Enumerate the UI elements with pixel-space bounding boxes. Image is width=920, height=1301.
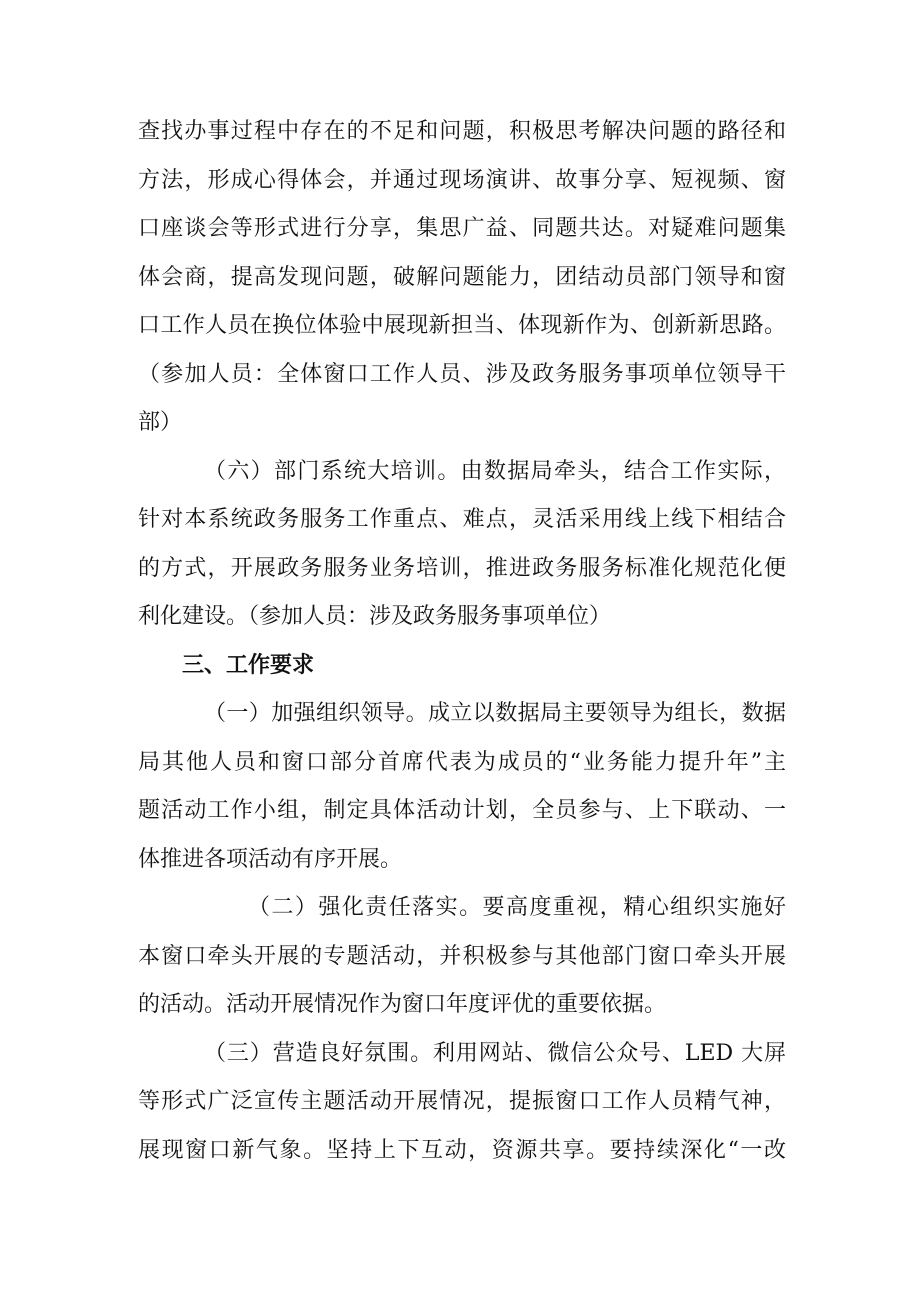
paragraph-start: （六）部门系统大培训。由数据局牵头，结合工作实际， [204, 458, 786, 484]
text-line: 针对本系统政务服务工作重点、难点，灵活采用线上线下相结合 [138, 507, 786, 532]
text-line: 题活动工作小组，制定具体活动计划，全员参与、上下联动、一 [138, 798, 786, 823]
text-line: 口座谈会等形式进行分享，集思广益、同题共达。对疑难问题集 [138, 216, 786, 241]
text-line: 局其他人员和窗口部分首席代表为成员的“业务能力提升年”主 [138, 749, 786, 775]
text-line: 方法，形成心得体会，并通过现场演讲、故事分享、短视频、窗 [138, 167, 786, 193]
text-line: （参加人员：全体窗口工作人员、涉及政务服务事项单位领导干 [138, 361, 786, 387]
text-line: 本窗口牵头开展的专题活动，并积极参与其他部门窗口牵头开展 [138, 943, 786, 969]
text-line: 展现窗口新气象。坚持上下互动，资源共享。要持续深化“一改 [138, 1137, 786, 1163]
text-line: 体推进各项活动有序开展。 [138, 846, 403, 872]
paragraph-start: （二）强化责任落实。要高度重视，精心组织实施好 [248, 895, 786, 920]
text-line: 的方式，开展政务服务业务培训，推进政务服务标准化规范化便 [138, 555, 786, 581]
paragraph-start: （三）营造良好氛围。利用网站、微信公众号、LED 大屏 [204, 1040, 786, 1066]
text-line: 等形式广泛宣传主题活动开展情况，提振窗口工作人员精气神， [138, 1089, 786, 1114]
text-line: 的活动。活动开展情况作为窗口年度评优的重要依据。 [138, 992, 667, 1017]
document-body [138, 108, 786, 1175]
section-heading: 三、工作要求 [182, 652, 315, 678]
text-line: 口工作人员在换位体验中展现新担当、体现新作为、创新新思路。 [138, 313, 786, 338]
text-line: 查找办事过程中存在的不足和问题，积极思考解决问题的路径和 [138, 119, 786, 144]
paragraph-start: （一）加强组织领导。成立以数据局主要领导为组长，数据 [204, 701, 786, 726]
text-line: 部） [138, 410, 183, 435]
text-line: 体会商，提高发现问题，破解问题能力，团结动员部门领导和窗 [138, 264, 786, 290]
text-line: 利化建设。（参加人员：涉及政务服务事项单位） [138, 604, 612, 629]
